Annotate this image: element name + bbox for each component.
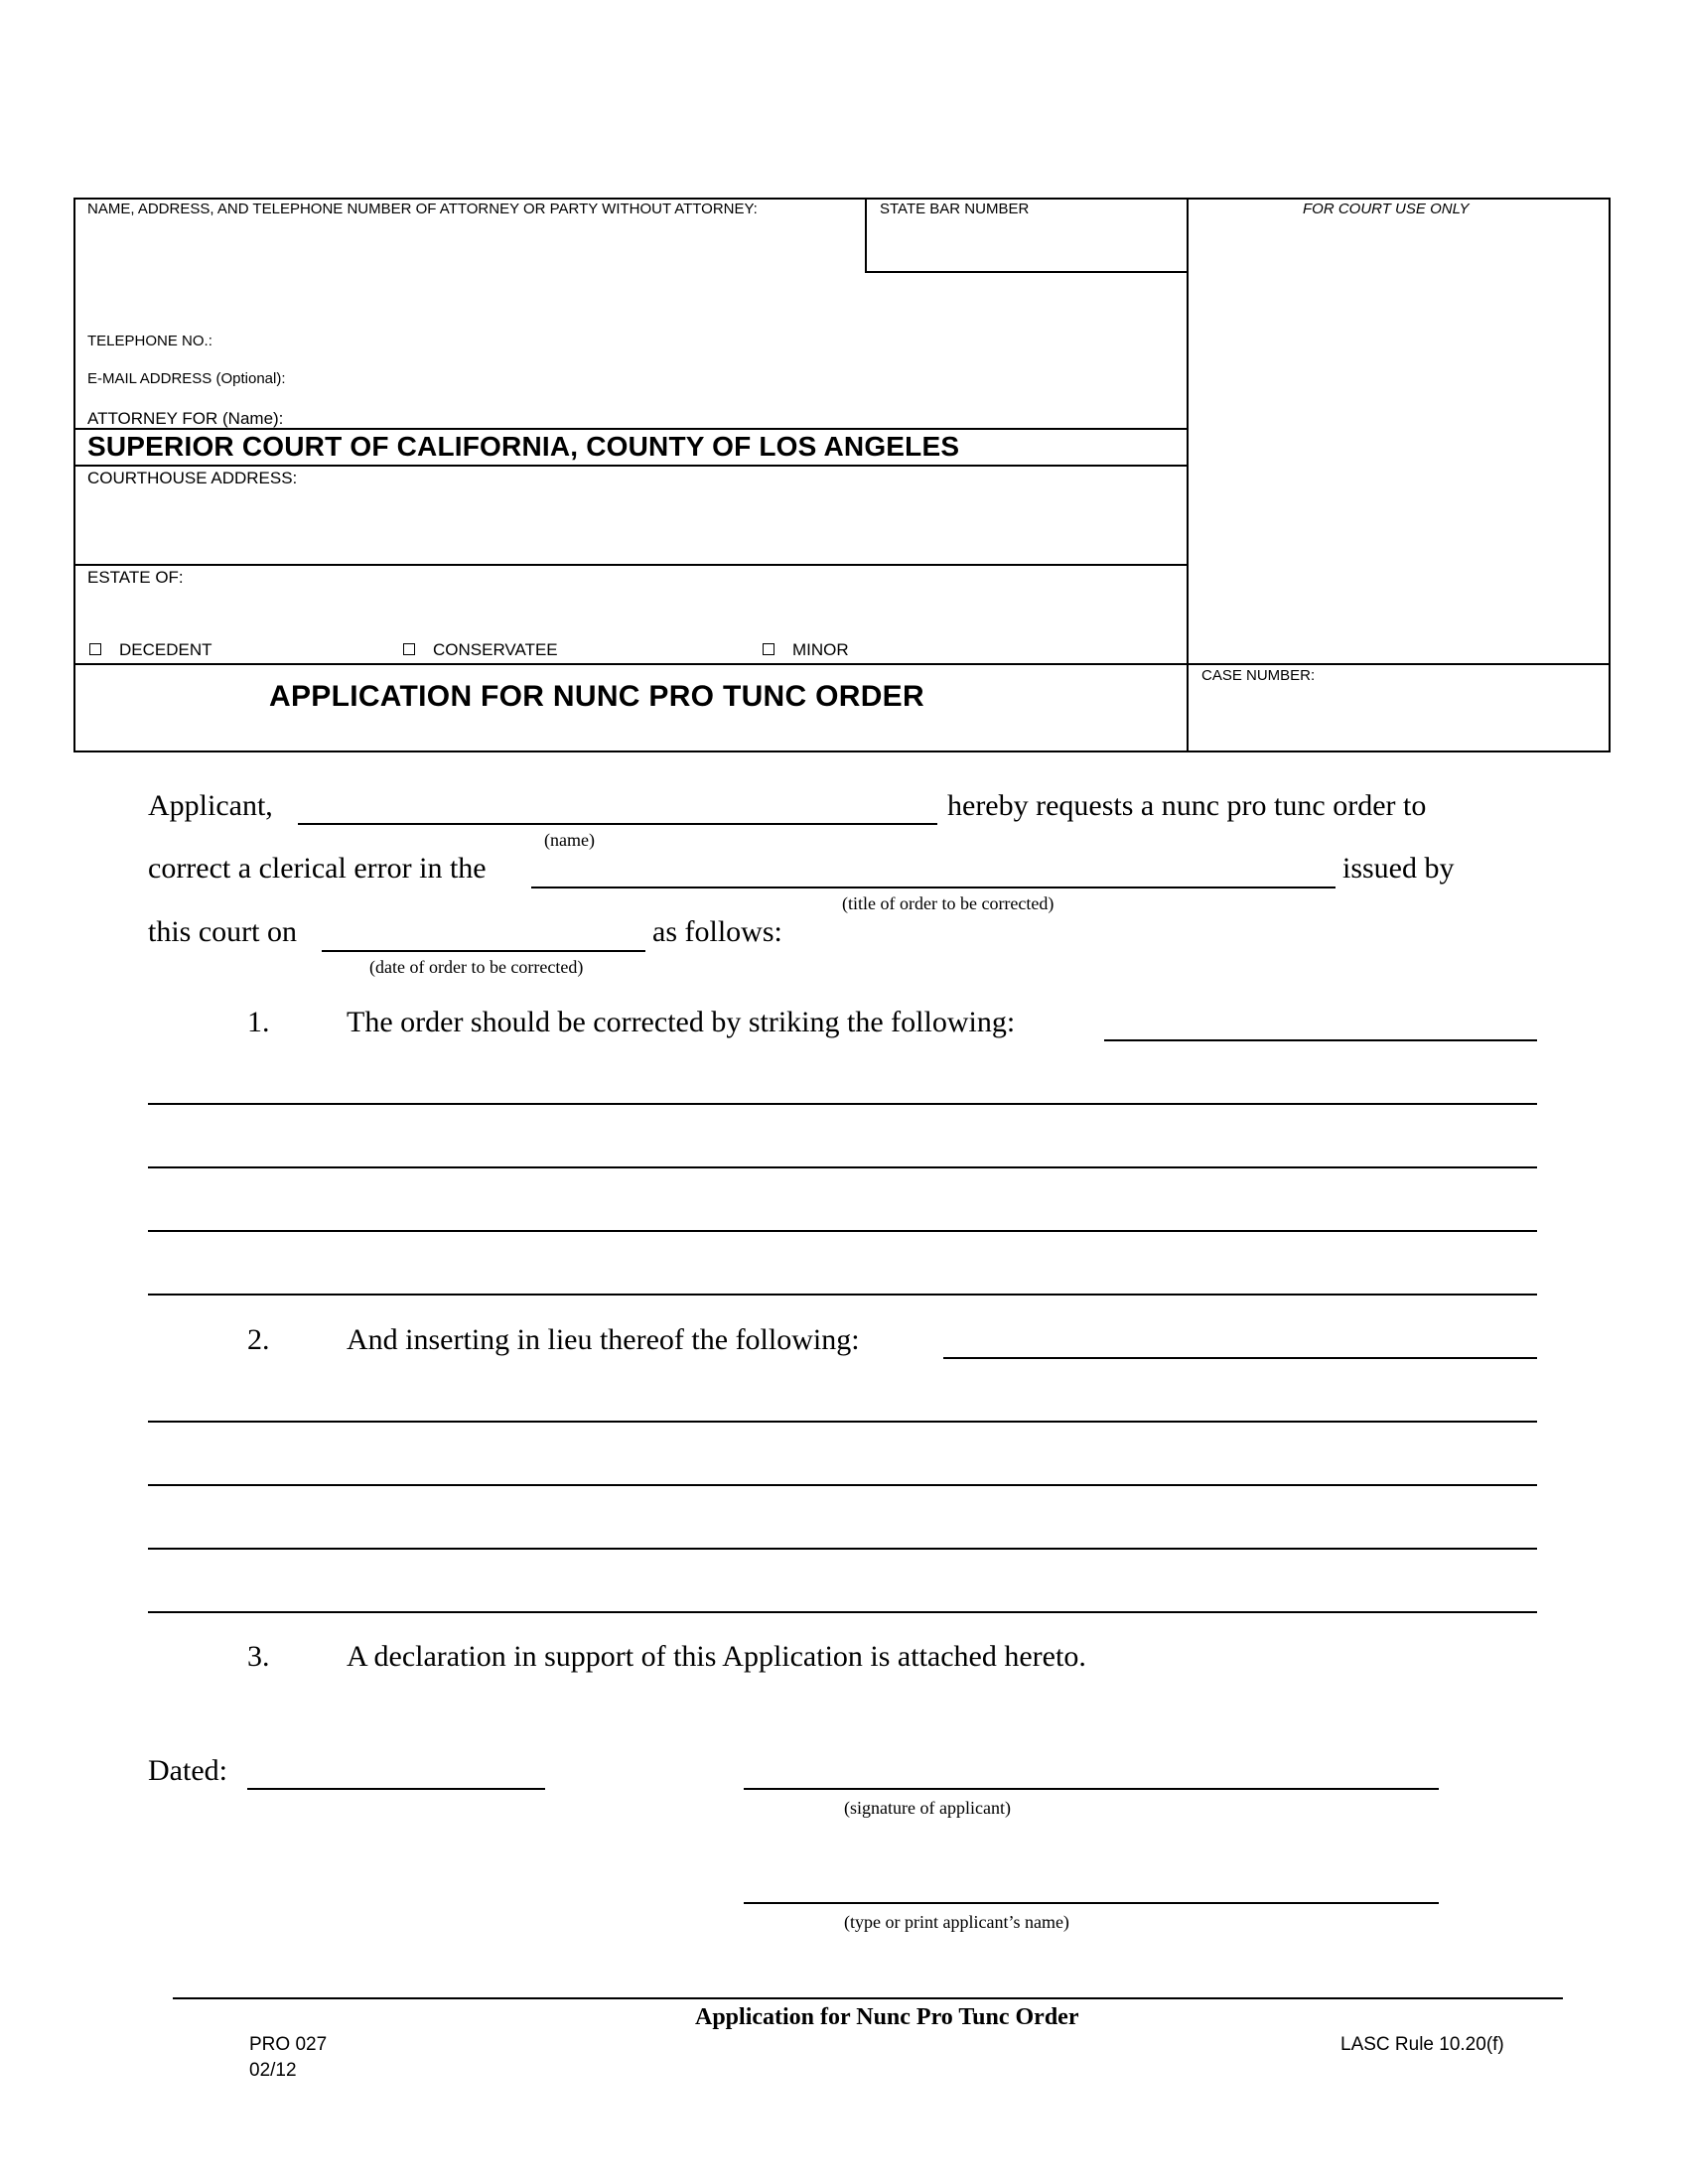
title-hint: (title of order to be corrected) xyxy=(842,893,1055,913)
item-3-number: 3. xyxy=(247,1640,270,1673)
rule-reference: LASC Rule 10.20(f) xyxy=(1340,2034,1504,2055)
insert-line-1[interactable] xyxy=(943,1357,1537,1359)
email-label: E-MAIL ADDRESS (Optional): xyxy=(87,370,286,387)
strike-line-3[interactable] xyxy=(148,1166,1537,1168)
dated-blank[interactable] xyxy=(247,1788,545,1790)
court-use-label: FOR COURT USE ONLY xyxy=(1303,201,1470,217)
signature-line[interactable] xyxy=(744,1788,1439,1790)
minor-checkbox[interactable] xyxy=(763,643,774,655)
signature-hint: (signature of applicant) xyxy=(844,1798,1011,1818)
name-hint: (name) xyxy=(544,830,595,850)
strike-line-1[interactable] xyxy=(1104,1039,1537,1041)
order-date-blank[interactable] xyxy=(322,950,645,952)
attorney-for-label: ATTORNEY FOR (Name): xyxy=(87,409,284,428)
strike-line-5[interactable] xyxy=(148,1294,1537,1296)
item-1-number: 1. xyxy=(247,1006,270,1038)
form-title: APPLICATION FOR NUNC PRO TUNC ORDER xyxy=(269,680,924,713)
estate-of-label: ESTATE OF: xyxy=(87,568,184,587)
insert-line-4[interactable] xyxy=(148,1548,1537,1550)
insert-line-3[interactable] xyxy=(148,1484,1537,1486)
order-title-blank[interactable] xyxy=(531,887,1336,888)
conservatee-label: CONSERVATEE xyxy=(433,640,558,659)
applicant-suffix: hereby requests a nunc pro tunc order to xyxy=(947,789,1427,822)
footer-title: Application for Nunc Pro Tunc Order xyxy=(695,2004,1079,2030)
applicant-name-blank[interactable] xyxy=(298,823,937,825)
issued-by-text: issued by xyxy=(1342,852,1455,885)
form-code: PRO 027 xyxy=(249,2034,328,2055)
court-on-text: this court on xyxy=(148,915,297,948)
minor-label: MINOR xyxy=(792,640,849,659)
decedent-option[interactable] xyxy=(89,640,212,660)
item-2-text: And inserting in lieu thereof the following: xyxy=(347,1323,860,1356)
conservatee-checkbox[interactable] xyxy=(403,643,415,655)
decedent-label: DECEDENT xyxy=(119,640,212,659)
footer-rule xyxy=(173,1997,1563,1999)
print-name-hint: (type or print applicant’s name) xyxy=(844,1912,1069,1932)
as-follows-text: as follows: xyxy=(652,915,782,948)
case-number-label: CASE NUMBER: xyxy=(1201,667,1316,684)
form-revision-date: 02/12 xyxy=(249,2060,297,2081)
item-3-text: A declaration in support of this Application is attached hereto. xyxy=(347,1640,1086,1673)
courthouse-address-label: COURTHOUSE ADDRESS: xyxy=(87,469,298,487)
telephone-label: TELEPHONE NO.: xyxy=(87,333,212,349)
insert-line-2[interactable] xyxy=(148,1421,1537,1423)
correct-prefix: correct a clerical error in the xyxy=(148,852,487,885)
minor-option[interactable] xyxy=(763,640,849,660)
strike-line-4[interactable] xyxy=(148,1230,1537,1232)
applicant-prefix: Applicant, xyxy=(148,789,273,822)
dated-label: Dated: xyxy=(148,1754,227,1787)
attorney-name-label: NAME, ADDRESS, AND TELEPHONE NUMBER OF ATTORNEY OR PARTY WITHOUT ATTORNEY: xyxy=(87,201,758,217)
conservatee-option[interactable] xyxy=(403,640,558,660)
insert-line-5[interactable] xyxy=(148,1611,1537,1613)
date-hint: (date of order to be corrected) xyxy=(369,957,584,977)
strike-line-2[interactable] xyxy=(148,1103,1537,1105)
court-name: SUPERIOR COURT OF CALIFORNIA, COUNTY OF LOS ANGELES xyxy=(87,431,960,462)
item-1-text: The order should be corrected by striking the following: xyxy=(347,1006,1016,1038)
decedent-checkbox[interactable] xyxy=(89,643,101,655)
item-2-number: 2. xyxy=(247,1323,270,1356)
print-name-line[interactable] xyxy=(744,1902,1439,1904)
state-bar-label: STATE BAR NUMBER xyxy=(880,201,1030,217)
